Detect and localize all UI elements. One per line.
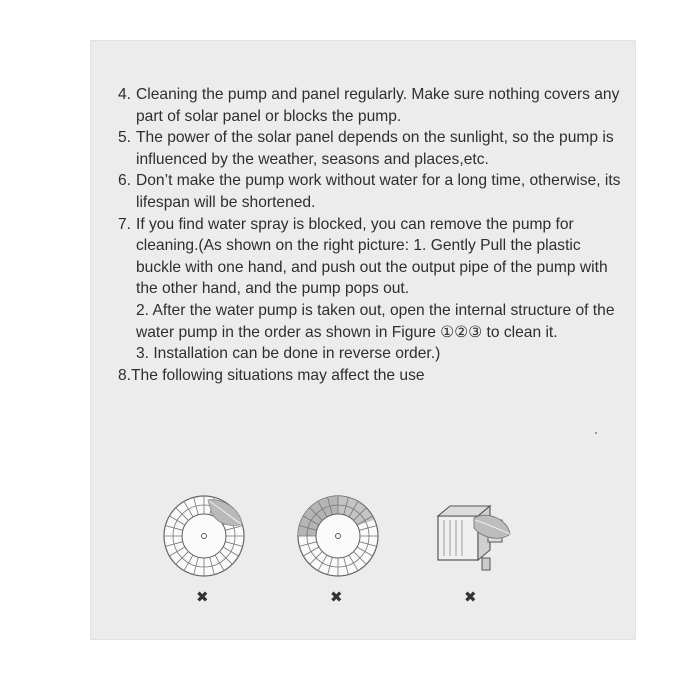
speck [595,432,597,434]
list-item-8 [118,365,623,387]
instruction-sheet [90,40,636,640]
affect-use-figures [90,490,636,610]
item-text: 3. Installation can be done in reverse order.) [136,345,441,363]
item-number: 7. [118,215,132,233]
item-text: 2. After the water pump is taken out, open the internal structure of the water pump in the order as shown in Figure ①②③ to clean it. [136,301,615,341]
list-item-7 [118,214,623,300]
pump-leaf-blocked-icon [430,498,514,578]
item-text: 8.The following situations may affect the use [118,366,425,384]
solar-panel-leaf-shadow-icon [162,494,246,578]
not-allowed-mark: ✖ [464,589,477,606]
list-item-4 [118,84,623,127]
list-item-6 [118,170,623,213]
item-number: 5. [118,129,132,147]
not-allowed-mark: ✖ [330,589,343,606]
instruction-text [118,84,623,386]
item-text: Don’t make the pump work without water for a long time, otherwise, its lifespan will be shortened. [136,172,621,211]
item-text: Cleaning the pump and panel regularly. Make sure nothing covers any part of solar panel or blocks the pump. [136,86,620,125]
item-text: If you find water spray is blocked, you can remove the pump for cleaning.(As shown on the right picture: 1. Gently Pull the plastic buckle with one hand, and push out the output pipe of the pump with the other hand, and the pump pops out. [136,215,608,298]
list-item-7-step-3 [118,343,623,365]
solar-panel-shaded-half-icon [296,494,380,578]
not-allowed-mark: ✖ [196,589,209,606]
item-number: 6. [118,172,132,190]
list-item-7-step-2 [118,300,623,343]
item-text: The power of the solar panel depends on the sunlight, so the pump is influenced by the weather, seasons and places,etc. [136,129,614,168]
list-item-5 [118,127,623,170]
item-number: 4. [118,86,132,103]
